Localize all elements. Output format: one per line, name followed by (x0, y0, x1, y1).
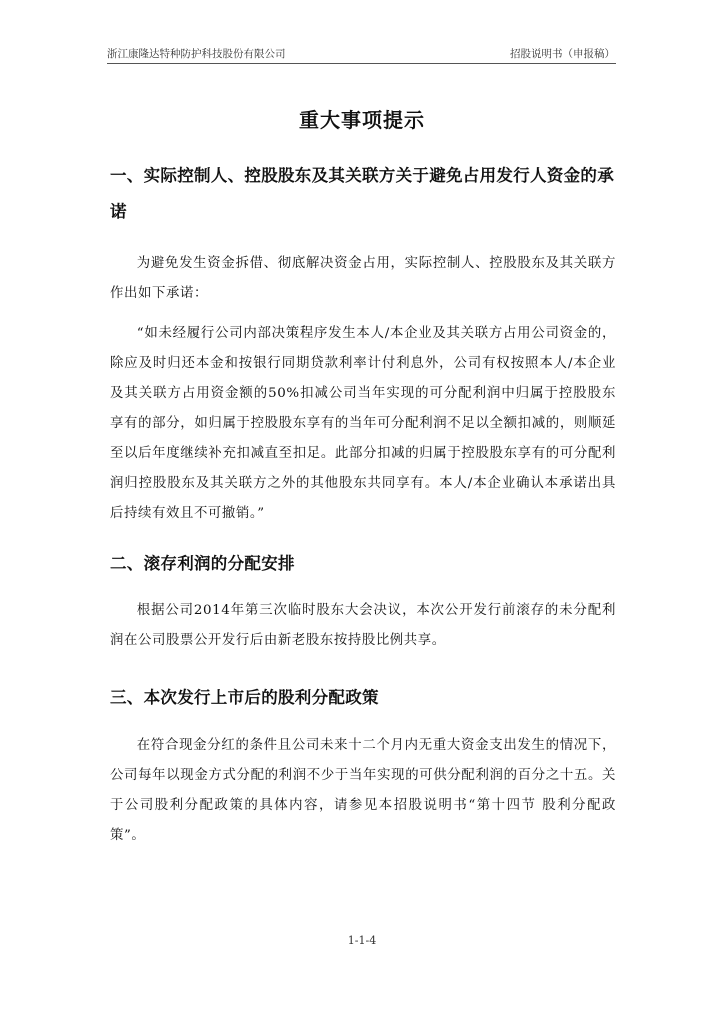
header-divider (107, 63, 616, 64)
page-header (107, 46, 615, 61)
page-number: 1-1-4 (347, 934, 377, 947)
header-company-name: 浙江康隆达特种防护科技股份有限公司 (107, 48, 286, 60)
page-title: 重大事项提示 (299, 108, 425, 132)
section-heading-1: 一、实际控制人、控股股东及其关联方关于避免占用发行人资金的承诺 (110, 166, 614, 221)
section-heading-3: 三、本次发行上市后的股利分配政策 (110, 688, 379, 707)
section-1-paragraph-1: 为避免发生资金拆借、彻底解决资金占用，实际控制人、控股股东及其关联方作出如下承诺： (110, 256, 616, 301)
header-document-name: 招股说明书（申报稿） (510, 48, 615, 60)
section-2-paragraph-1: 根据公司2014年第三次临时股东大会决议，本次公开发行前滚存的未分配利润在公司股票公开发行后由新老股东按持股比例共享。 (110, 603, 616, 648)
section-3-paragraph-1: 在符合现金分红的条件且公司未来十二个月内无重大资金支出发生的情况下，公司每年以现金方式分配的利润不少于当年实现的可供分配利润的百分之十五。关于公司股利分配政策的具体内容，请参见本招股说明书“第十四节 股利分配政策”。 (110, 738, 616, 843)
section-1-paragraph-2: “如未经履行公司内部决策程序发生本人/本企业及其关联方占用公司资金的，除应及时归还本金和按银行同期贷款利率计付利息外，公司有权按照本人/本企业及其关联方占用资金额的50%扣减公司当年实现的可分配利润中归属于控股股东享有的部分，如归属于控股股东享有的当年可分配利润不足以全额扣减的，则顺延至以后年度继续补充扣减直至扣足。此部分扣减的归属于控股股东享有的可分配利润归控股股东及其关联方之外的其他股东共同享有。本人/本企业确认本承诺出具后持续有效且不可撤销。” (110, 326, 616, 521)
section-heading-2: 二、滚存利润的分配安排 (110, 554, 295, 573)
